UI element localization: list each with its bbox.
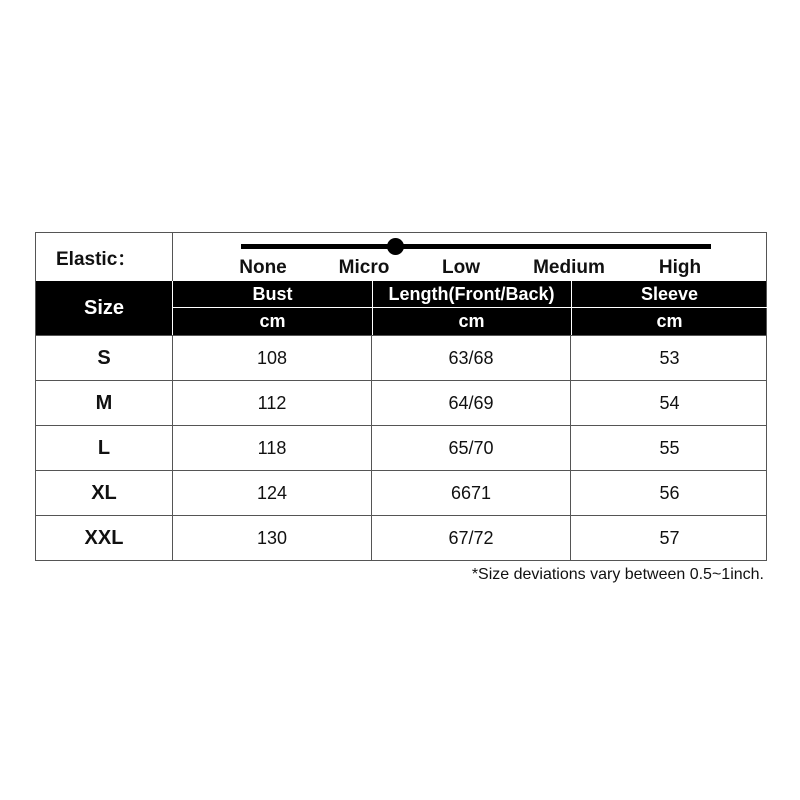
- size-deviation-note: *Size deviations vary between 0.5~1inch.: [471, 566, 764, 583]
- length-cell: 6671: [372, 471, 571, 515]
- table-header: [36, 281, 766, 335]
- elastic-level-none: None: [239, 257, 287, 278]
- size-cell: XXL: [36, 516, 173, 560]
- column-unit: cm: [259, 311, 286, 331]
- column-name: Sleeve: [571, 281, 768, 308]
- sleeve-column-header: [571, 281, 768, 335]
- column-unit: cm: [656, 311, 683, 331]
- size-cell: M: [36, 381, 173, 425]
- bust-cell: 118: [173, 426, 372, 470]
- length-cell: 65/70: [372, 426, 571, 470]
- elastic-label: Elastic：: [36, 233, 173, 281]
- table-row: [36, 380, 766, 425]
- elastic-scale-track: [241, 244, 711, 249]
- bust-cell: 130: [173, 516, 372, 560]
- elastic-scale: [173, 233, 768, 281]
- size-cell: L: [36, 426, 173, 470]
- table-row: [36, 335, 766, 380]
- length-cell: 63/68: [372, 336, 571, 380]
- size-column-header: Size: [36, 281, 173, 335]
- column-name: Bust: [173, 281, 372, 308]
- table-row: [36, 470, 766, 515]
- elastic-level-medium: Medium: [533, 257, 605, 278]
- elastic-row: [36, 233, 766, 282]
- size-chart: [35, 232, 767, 561]
- column-unit: cm: [458, 311, 485, 331]
- length-column-header: [372, 281, 572, 335]
- elastic-level-high: High: [658, 257, 702, 278]
- table-row: [36, 425, 766, 470]
- bust-column-header: [173, 281, 373, 335]
- size-cell: S: [36, 336, 173, 380]
- bust-cell: 124: [173, 471, 372, 515]
- table-row: [36, 515, 766, 560]
- length-cell: 67/72: [372, 516, 571, 560]
- sleeve-cell: 53: [659, 347, 680, 368]
- elastic-scale-marker: [387, 238, 404, 255]
- column-name: Length(Front/Back): [372, 281, 571, 308]
- sleeve-cell: 54: [659, 392, 680, 413]
- elastic-level-micro: Micro: [338, 257, 390, 278]
- sleeve-cell: 56: [659, 482, 680, 503]
- sleeve-cell: 57: [659, 527, 680, 548]
- length-cell: 64/69: [372, 381, 571, 425]
- sleeve-cell: 55: [659, 437, 680, 458]
- bust-cell: 112: [173, 381, 372, 425]
- elastic-level-low: Low: [442, 257, 480, 278]
- bust-cell: 108: [173, 336, 372, 380]
- size-cell: XL: [36, 471, 173, 515]
